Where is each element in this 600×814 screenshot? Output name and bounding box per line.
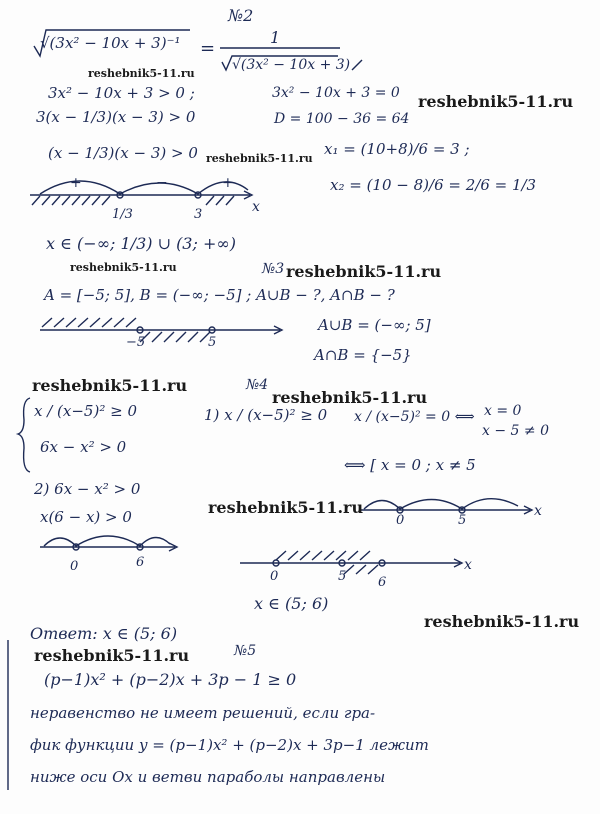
problem2-axis-var: x: [252, 199, 260, 215]
problem4-step1-result: ⟺ [ x = 0 ; x ≠ 5: [344, 456, 476, 474]
problem4-step1-eq: x / (x−5)² = 0 ⟺: [354, 409, 475, 425]
problem4-combined: x ∈ (5; 6): [254, 594, 329, 613]
problem2-number: №2: [228, 6, 254, 25]
problem2-equation: 3x² − 10x + 3 = 0: [272, 85, 400, 101]
watermark-5: reshebnik5-11.ru: [286, 262, 442, 281]
problem2-condition: 3x² − 10x + 3 > 0 ;: [48, 84, 195, 102]
watermark-9: reshebnik5-11.ru: [424, 612, 580, 631]
problem2-sign-minus: −: [156, 175, 168, 191]
arcs-problem4-step1: [364, 499, 518, 509]
point-6-combined: [379, 560, 385, 566]
problem4-axis-a-tick5: 5: [458, 513, 467, 528]
axis-arrow-problem4-step1: [524, 506, 532, 514]
hatching-left-problem2: [32, 196, 110, 205]
problem3-tick-5: 5: [208, 335, 217, 350]
hatching-A-problem3: [140, 332, 210, 342]
watermark-4: reshebnik5-11.ru: [70, 261, 177, 274]
point-5-combined: [339, 560, 345, 566]
problem2-discriminant: D = 100 − 36 = 64: [274, 111, 410, 127]
problem2-fraction-numerator: 1: [270, 28, 281, 47]
problem3-tick-neg5: −5: [126, 335, 146, 350]
problem5-text-line2: фик функции y = (p−1)x² + (p−2)x + 3p−1 лежит: [30, 736, 429, 754]
problem2-factored2: (x − 1/3)(x − 3) > 0: [48, 144, 198, 162]
point-0-step2: [73, 544, 79, 550]
problem2-sign-plus-left: +: [70, 175, 82, 191]
axis-arrow-problem3: [274, 326, 282, 334]
problem2-equals: =: [200, 38, 216, 59]
watermark-1: reshebnik5-11.ru: [88, 67, 195, 80]
hatching-right-problem2: [206, 196, 234, 205]
problem4-axis-c-var: x: [464, 557, 472, 573]
watermark-10: reshebnik5-11.ru: [34, 646, 190, 665]
problem3-sets: A = [−5; 5], B = (−∞; −5] ; A∪B − ?, A∩B − ?: [44, 286, 395, 304]
problem2-x1: x₁ = (10+8)/6 = 3 ;: [324, 140, 470, 158]
problem2-x2: x₂ = (10 − 8)/6 = 2/6 = 1/3: [330, 176, 537, 194]
watermark-8: reshebnik5-11.ru: [208, 498, 364, 517]
problem3-number: №3: [262, 261, 285, 277]
point-neg5: [137, 327, 143, 333]
problem4-axis-b-tick6: 6: [136, 555, 145, 570]
point-5: [209, 327, 215, 333]
problem4-axis-a-tick0: 0: [396, 513, 405, 528]
problem2-answer: x ∈ (−∞; 1/3) ∪ (3; +∞): [46, 234, 236, 253]
problem5-text-line3: ниже оси Ox и ветви параболы направлены: [30, 768, 386, 786]
problem4-step2-factored: x(6 − x) > 0: [40, 508, 132, 526]
problem2-tick-3: 3: [194, 207, 203, 222]
hatching-combined-b: [344, 565, 378, 574]
problem4-step1: 1) x / (x−5)² ≥ 0: [204, 406, 328, 424]
system-brace-problem4: [18, 398, 30, 472]
problem5-number: №5: [234, 643, 257, 659]
problem4-number: №4: [246, 377, 269, 393]
point-6-step2: [137, 544, 143, 550]
problem2-factored: 3(x − 1/3)(x − 3) > 0: [36, 108, 196, 126]
point-3: [195, 192, 201, 198]
problem4-axis-c-tick6: 6: [378, 575, 387, 590]
problem5-text-line1: неравенство не имеет решений, если гра-: [30, 704, 376, 722]
tick-mark: [352, 60, 362, 70]
problem4-system-line1: x / (x−5)² ≥ 0: [34, 402, 137, 420]
axis-arrow-problem4-combined: [454, 559, 462, 567]
arcs-problem4-step2: [44, 536, 170, 546]
point-1-3: [117, 192, 123, 198]
problem4-step1-cond-b: x − 5 ≠ 0: [482, 423, 549, 439]
problem4-axis-b-tick0: 0: [70, 559, 79, 574]
watermark-7: reshebnik5-11.ru: [272, 388, 428, 407]
problem5-inequality: (p−1)x² + (p−2)x + 3p − 1 ≥ 0: [44, 670, 297, 689]
problem4-answer: Ответ: x ∈ (5; 6): [30, 624, 178, 643]
problem4-axis-c-tick5: 5: [338, 569, 347, 584]
problem4-step1-cond-a: x = 0: [484, 403, 522, 419]
problem3-union: A∪B = (−∞; 5]: [318, 316, 431, 334]
problem2-tick-1-3: 1/3: [112, 207, 133, 222]
point-0-combined: [273, 560, 279, 566]
watermark-6: reshebnik5-11.ru: [32, 376, 188, 395]
hatching-B-problem3: [42, 318, 136, 327]
problem2-sqrt-expression: √(3x² − 10x + 3)⁻¹: [40, 34, 181, 52]
watermark-3: reshebnik5-11.ru: [206, 152, 313, 165]
problem3-intersection: A∩B = {−5}: [314, 346, 412, 364]
problem4-axis-c-tick0: 0: [270, 569, 279, 584]
axis-arrow-problem4-step2: [169, 543, 177, 551]
watermark-2: reshebnik5-11.ru: [418, 92, 574, 111]
problem4-axis-a-var: x: [534, 503, 542, 519]
hatching-combined-a: [276, 551, 370, 560]
problem4-step2: 2) 6x − x² > 0: [34, 480, 141, 498]
problem4-system-line2: 6x − x² > 0: [40, 438, 127, 456]
problem2-sign-plus-right: +: [222, 175, 234, 191]
problem2-fraction-denominator: √(3x² − 10x + 3): [232, 57, 351, 73]
axis-arrow-problem2: [244, 191, 252, 199]
